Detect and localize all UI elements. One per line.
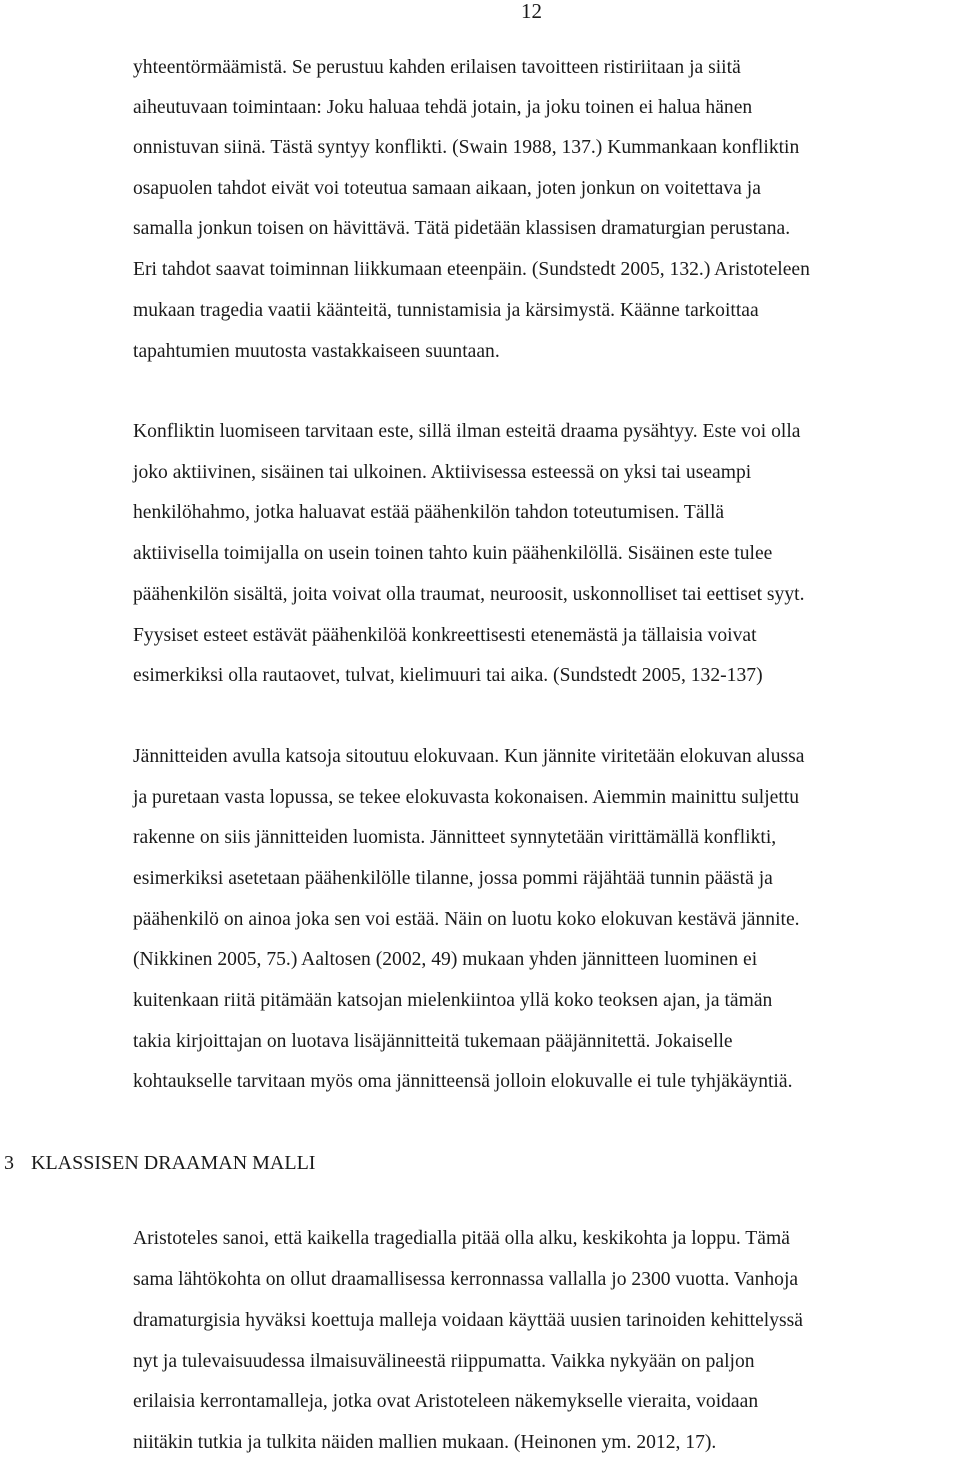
section-number: 3 — [4, 1152, 14, 1174]
text-line: Aristoteles sanoi, että kaikella tragedialla pitää olla alku, keskikohta ja loppu. Tämä — [133, 1228, 790, 1249]
text-line: dramaturgisia hyväksi koettuja malleja voidaan käyttää uusien tarinoiden kehittelyssä — [133, 1310, 803, 1331]
text-line: takia kirjoittajan on luotava lisäjännitteitä tukemaan pääjännitettä. Jokaiselle — [133, 1031, 733, 1052]
text-line: Fyysiset esteet estävät päähenkilöä konkreettisesti etenemästä ja tällaisia voivat — [133, 625, 757, 646]
text-line: kohtaukselle tarvitaan myös oma jännitteensä jolloin elokuvalle ei tule tyhjäkäyntiä. — [133, 1071, 793, 1092]
text-line: tapahtumien muutosta vastakkaiseen suuntaan. — [133, 341, 500, 362]
text-line: sama lähtökohta on ollut draamallisessa kerronnassa vallalla jo 2300 vuotta. Vanhoja — [133, 1269, 799, 1290]
text-line: aiheutuvaan toimintaan: Joku haluaa tehdä jotain, ja joku toinen ei halua hänen — [133, 97, 753, 118]
text-line: henkilöhahmo, jotka haluavat estää päähenkilön tahdon toteutumisen. Tällä — [133, 502, 725, 523]
text-line: niitäkin tutkia ja tulkita näiden mallien mukaan. (Heinonen ym. 2012, 17). — [133, 1432, 717, 1453]
text-line: nyt ja tulevaisuudessa ilmaisuvälineestä riippumatta. Vaikka nykyään on paljon — [133, 1351, 755, 1372]
text-line: yhteentörmäämistä. Se perustuu kahden erilaisen tavoitteen ristiriitaan ja siitä — [133, 57, 741, 78]
text-line: esimerkiksi olla rautaovet, tulvat, kielimuuri tai aika. (Sundstedt 2005, 132-137) — [133, 665, 763, 686]
text-line: mukaan tragedia vaatii käänteitä, tunnistamisia ja kärsimystä. Käänne tarkoittaa — [133, 300, 759, 321]
text-line: erilaisia kerrontamalleja, jotka ovat Aristoteleen näkemykselle vieraita, voidaan — [133, 1391, 759, 1412]
text-line: kuitenkaan riitä pitämään katsojan mielenkiintoa yllä koko teoksen ajan, ja tämän — [133, 990, 773, 1011]
text-line: (Nikkinen 2005, 75.) Aaltosen (2002, 49) mukaan yhden jännitteen luominen ei — [133, 949, 758, 970]
text-line: Konfliktin luomiseen tarvitaan este, sillä ilman esteitä draama pysähtyy. Este voi olla — [133, 421, 801, 442]
text-line: päähenkilön sisältä, joita voivat olla traumat, neuroosit, uskonnolliset tai eettiset syyt. — [133, 584, 805, 605]
section-heading — [4, 1151, 315, 1175]
text-line: Jännitteiden avulla katsoja sitoutuu elokuvaan. Kun jännite viritetään elokuvan alussa — [133, 746, 805, 767]
text-line: samalla jonkun toisen on hävittävä. Tätä pidetään klassisen dramaturgian perustana. — [133, 218, 791, 239]
text-line: aktiivisella toimijalla on usein toinen tahto kuin päähenkilöllä. Sisäinen este tulee — [133, 543, 773, 564]
text-line: osapuolen tahdot eivät voi toteutua samaan aikaan, joten jonkun on voitettava ja — [133, 178, 761, 199]
text-line: ja puretaan vasta lopussa, se tekee elokuvasta kokonaisen. Aiemmin mainittu suljettu — [133, 787, 800, 808]
section-title: KLASSISEN DRAAMAN MALLI — [31, 1152, 316, 1174]
text-line: onnistuvan siinä. Tästä syntyy konflikti. (Swain 1988, 137.) Kummankaan konfliktin — [133, 137, 800, 158]
page-number: 12 — [521, 0, 542, 23]
text-line: Eri tahdot saavat toiminnan liikkumaan eteenpäin. (Sundstedt 2005, 132.) Aristoteleen — [133, 259, 810, 280]
text-line: esimerkiksi asetetaan päähenkilölle tilanne, jossa pommi räjähtää tunnin päästä ja — [133, 868, 773, 889]
text-line: päähenkilö on ainoa joka sen voi estää. Näin on luotu koko elokuvan kestävä jännite. — [133, 909, 800, 930]
text-line: rakenne on siis jännitteiden luomista. Jännitteet synnytetään virittämällä konflikti, — [133, 827, 777, 848]
text-line: joko aktiivinen, sisäinen tai ulkoinen. Aktiivisessa esteessä on yksi tai useampi — [133, 462, 752, 483]
